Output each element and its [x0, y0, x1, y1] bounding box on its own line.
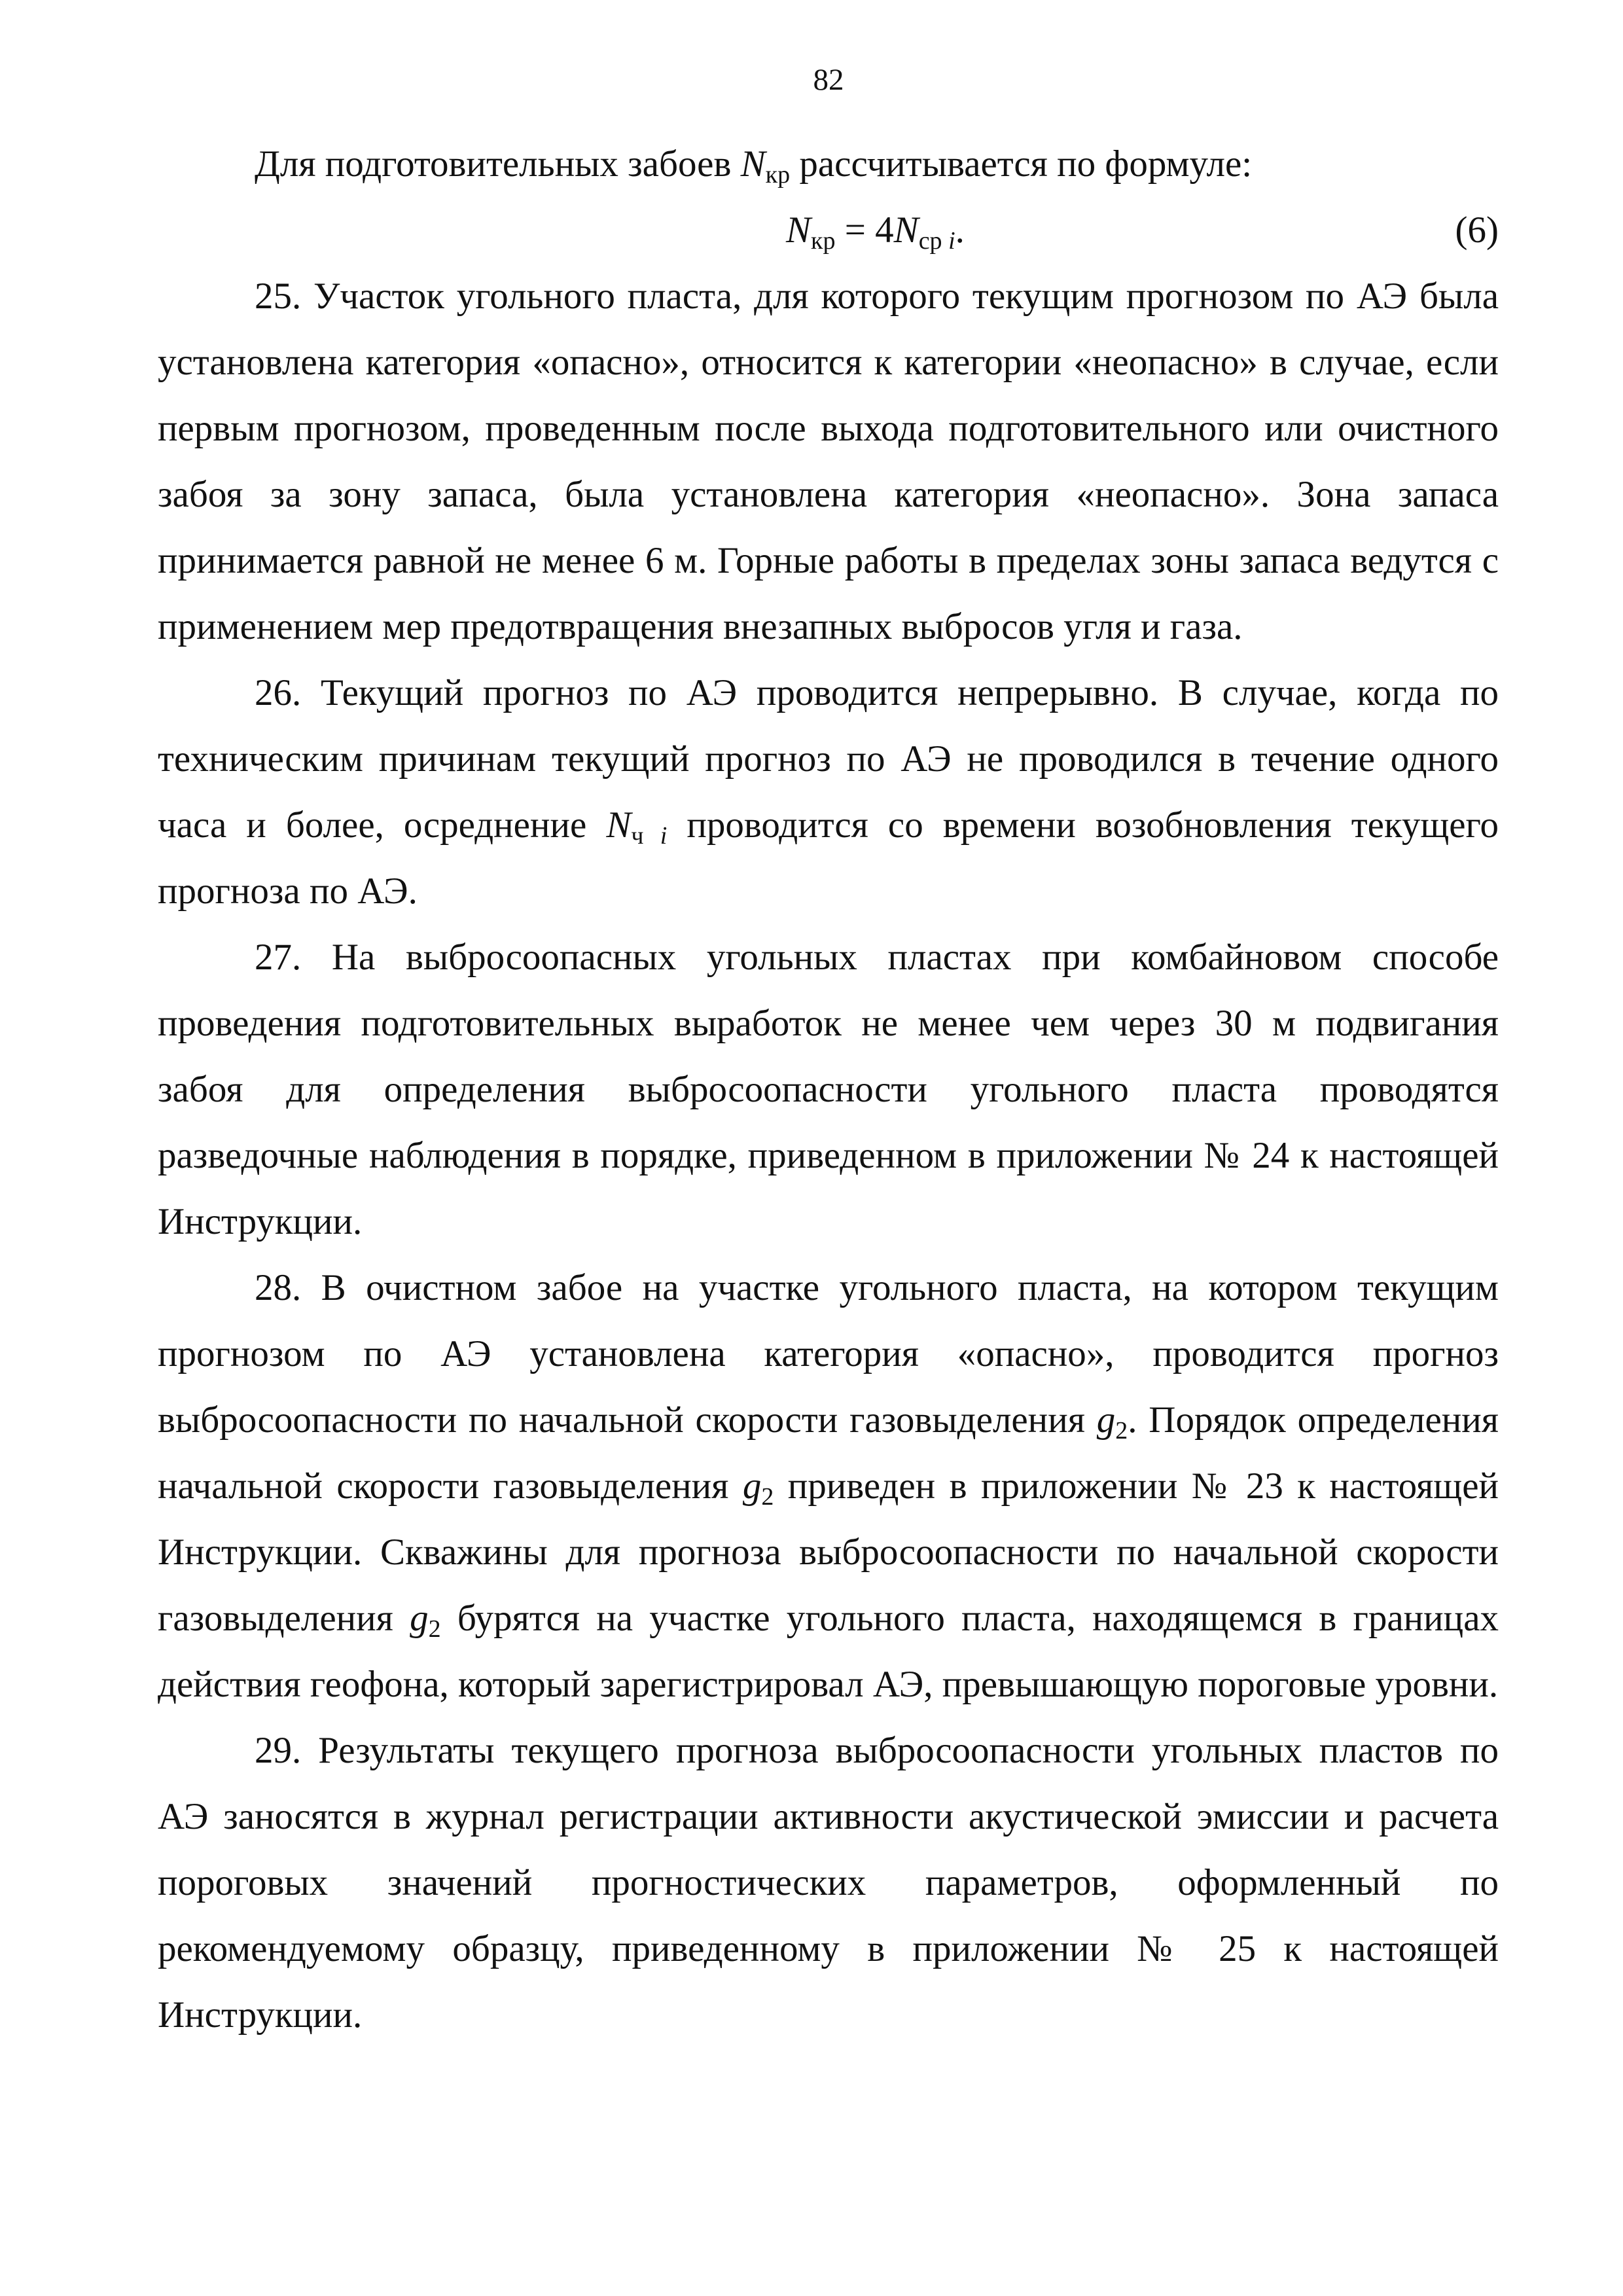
- intro-sub: кр: [765, 161, 791, 188]
- formula-equals: = 4: [835, 209, 894, 251]
- formula-number: (6): [1455, 209, 1499, 251]
- paragraph-26: [158, 660, 1499, 924]
- p28-text-a: 28. В очистном забое на участке угольного пласта, на котором текущим прогнозом по АЭ установлена категория «опасно», проводится прогноз выбросоопасности по начальной скорости газовыделения: [158, 1267, 1499, 1441]
- p28-sub-1: 2: [1115, 1417, 1128, 1444]
- p28-text-c: приведен в приложении № 23 к настоящей Инструкции. Скважины для прогноза выбросоопасности по начальной скорости газовыделения: [158, 1465, 1499, 1639]
- p26-sub: ч: [631, 822, 660, 850]
- formula-rhs-var: N: [893, 209, 919, 251]
- formula-expression: [786, 197, 965, 263]
- paragraph-25: 25. Участок угольного пласта, для которого текущим прогнозом по АЭ была установлена категория «опасно», относится к категории «неопасно» в случае, если первым прогнозом, проведенным после выхода подготовительного или очистного забоя за зону запаса, была установлена категория «неопасно». Зона запаса принимается равной не менее 6 м. Горные работы в пределах зоны запаса ведутся с применением мер предотвращения внезапных выбросов угля и газа.: [158, 276, 1499, 647]
- formula-6: [158, 197, 1499, 263]
- p28-text-d: бурятся на участке угольного пласта, находящемся в границах действия геофона, который зарегистрировал АЭ, превышающую пороговые уровни.: [158, 1598, 1499, 1705]
- formula-lhs-sub: кр: [811, 227, 836, 255]
- p28-sub-3: 2: [428, 1615, 441, 1643]
- p26-text-before: 26. Текущий прогноз по АЭ проводится непрерывно. В случае, когда по техническим причинам текущий прогноз по АЭ не проводился в течение одного часа и более, осреднение: [158, 672, 1499, 846]
- paragraph-29: 29. Результаты текущего прогноза выбросоопасности угольных пластов по АЭ заносятся в журнал регистрации активности акустической эмиссии и расчета пороговых значений прогностических параметров, оформленный по рекомендуемому образцу, приведенному в приложении № 25 к настоящей Инструкции.: [158, 1730, 1499, 2036]
- p26-sub-group: [631, 822, 667, 850]
- formula-rhs-sub-group: [919, 227, 955, 255]
- paragraph-27: 27. На выбросоопасных угольных пластах при комбайновом способе проведения подготовительных выработок не менее чем через 30 м подвигания забоя для определения выбросоопасности угольного пласта проводятся разведочные наблюдения в порядке, приведенном в приложении № 24 к настоящей Инструкции.: [158, 937, 1499, 1242]
- formula-lhs-var: N: [786, 209, 812, 251]
- document-body: [158, 131, 1499, 2048]
- p28-sub-2: 2: [761, 1483, 774, 1511]
- formula-intro: [158, 131, 1499, 197]
- formula-end: .: [955, 209, 965, 251]
- p26-text-after: проводится со времени возобновления текущего прогноза по АЭ.: [158, 804, 1499, 912]
- p28-text-b: . Порядок определения начальной скорости газовыделения: [158, 1399, 1499, 1507]
- formula-rhs-sub: ср: [918, 227, 949, 255]
- formula-rhs-sub-i: i: [948, 227, 955, 255]
- p26-sub-i: i: [660, 822, 668, 850]
- p28-var-3: g: [410, 1598, 429, 1639]
- intro-text-before: Для подготовительных забоев: [255, 143, 741, 185]
- p28-var-1: g: [1096, 1399, 1116, 1441]
- paragraph-28: [158, 1255, 1499, 1717]
- page-number: 82: [813, 63, 844, 97]
- p28-var-2: g: [742, 1465, 762, 1507]
- p26-var: N: [606, 804, 632, 846]
- intro-text-after: рассчитывается по формуле:: [790, 143, 1253, 185]
- intro-var: N: [740, 143, 766, 185]
